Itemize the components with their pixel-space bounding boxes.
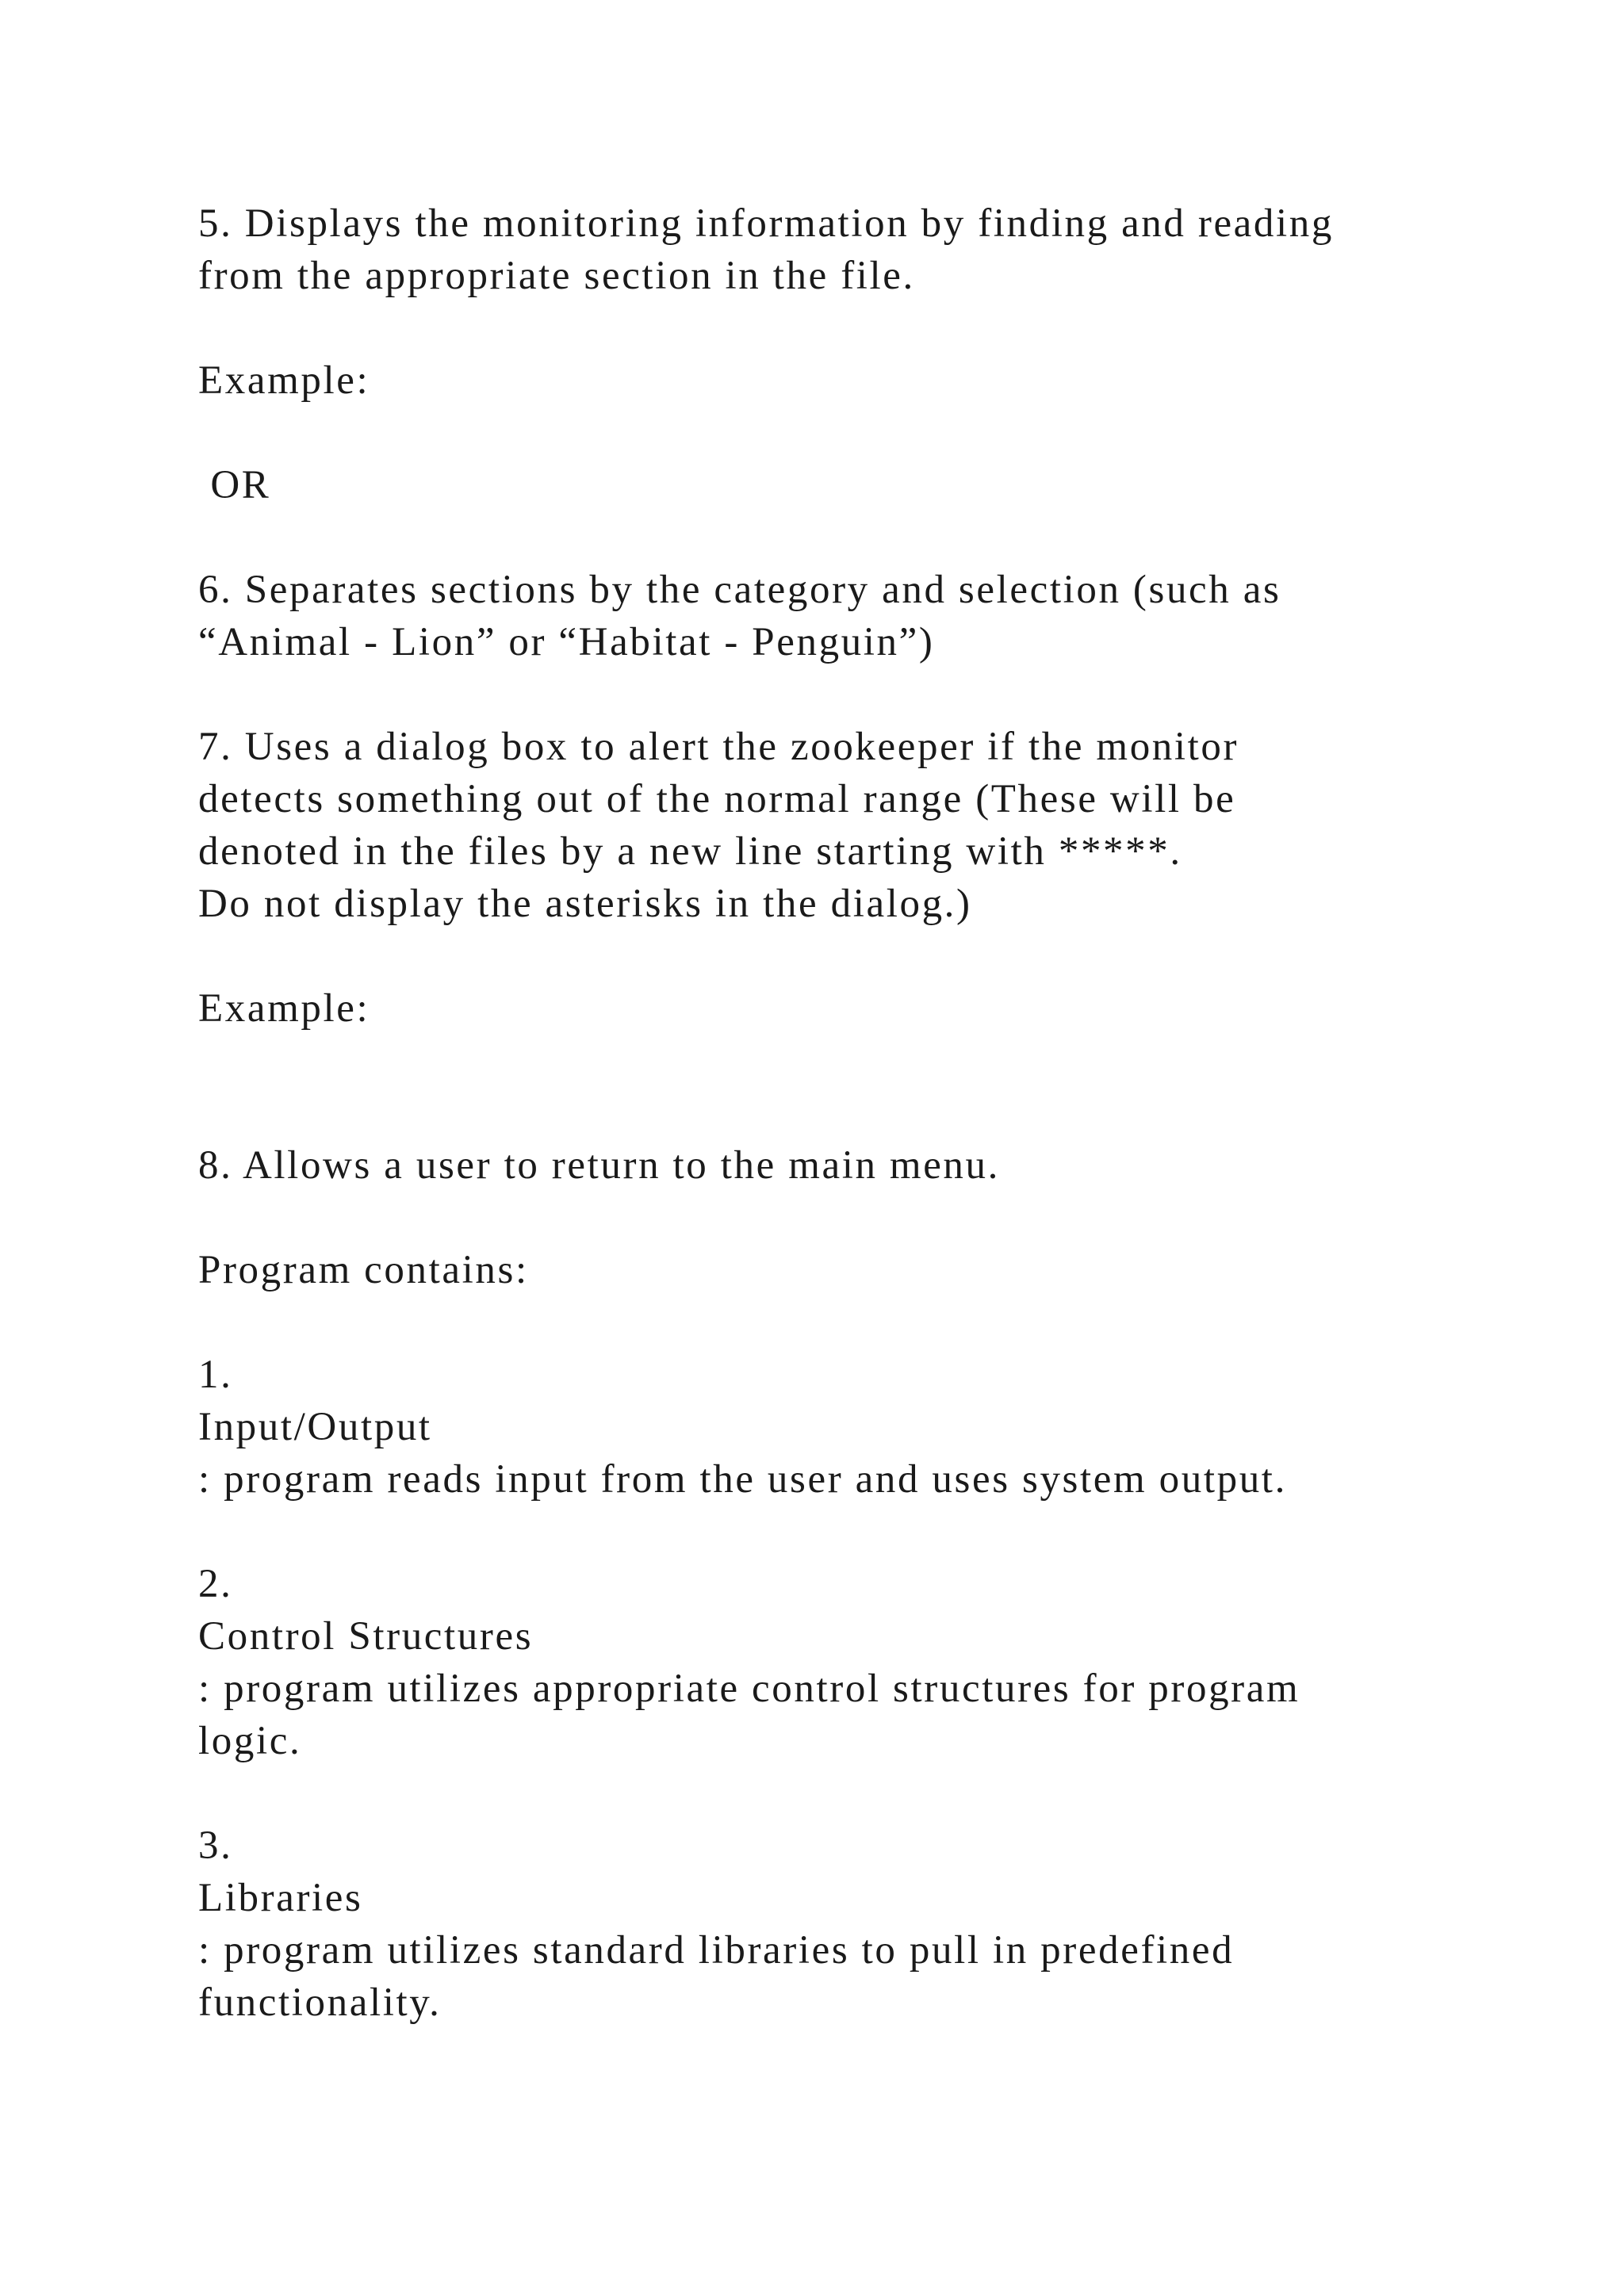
contains-item-title: Input/Output <box>198 1405 432 1449</box>
contains-item-description: : program utilizes appropriate control structures for program <box>198 1667 1300 1711</box>
item-6-line-1: 6. Separates sections by the category and selection (such as <box>198 568 1281 612</box>
contains-item-description: : program utilizes standard libraries to pull in predefined <box>198 1928 1235 1973</box>
contains-item-number: 2. <box>198 1562 233 1606</box>
contains-item-description: logic. <box>198 1719 302 1763</box>
contains-item-description: functionality. <box>198 1980 442 2025</box>
item-6-line-2: “Animal - Lion” or “Habitat - Penguin”) <box>198 620 935 664</box>
contains-item-title: Libraries <box>198 1876 363 1920</box>
example-label: Example: <box>198 986 370 1031</box>
contains-item-title: Control Structures <box>198 1614 534 1659</box>
contains-item-number: 3. <box>198 1823 233 1868</box>
item-7-line-4: Do not display the asterisks in the dialog.) <box>198 882 972 926</box>
item-7-line-1: 7. Uses a dialog box to alert the zookeeper if the monitor <box>198 725 1239 769</box>
program-contains-heading: Program contains: <box>198 1248 529 1292</box>
item-7-line-3: denoted in the files by a new line starting with *****. <box>198 829 1182 874</box>
or-label: OR <box>198 463 271 507</box>
item-5-line-1: 5. Displays the monitoring information by finding and reading <box>198 201 1334 246</box>
example-label: Example: <box>198 358 370 403</box>
contains-item-description: : program reads input from the user and uses system output. <box>198 1457 1287 1502</box>
item-7-line-2: detects something out of the normal range (These will be <box>198 777 1236 821</box>
item-5-line-2: from the appropriate section in the file. <box>198 254 915 298</box>
item-8: 8. Allows a user to return to the main menu. <box>198 1143 1000 1188</box>
contains-item-number: 1. <box>198 1353 233 1397</box>
